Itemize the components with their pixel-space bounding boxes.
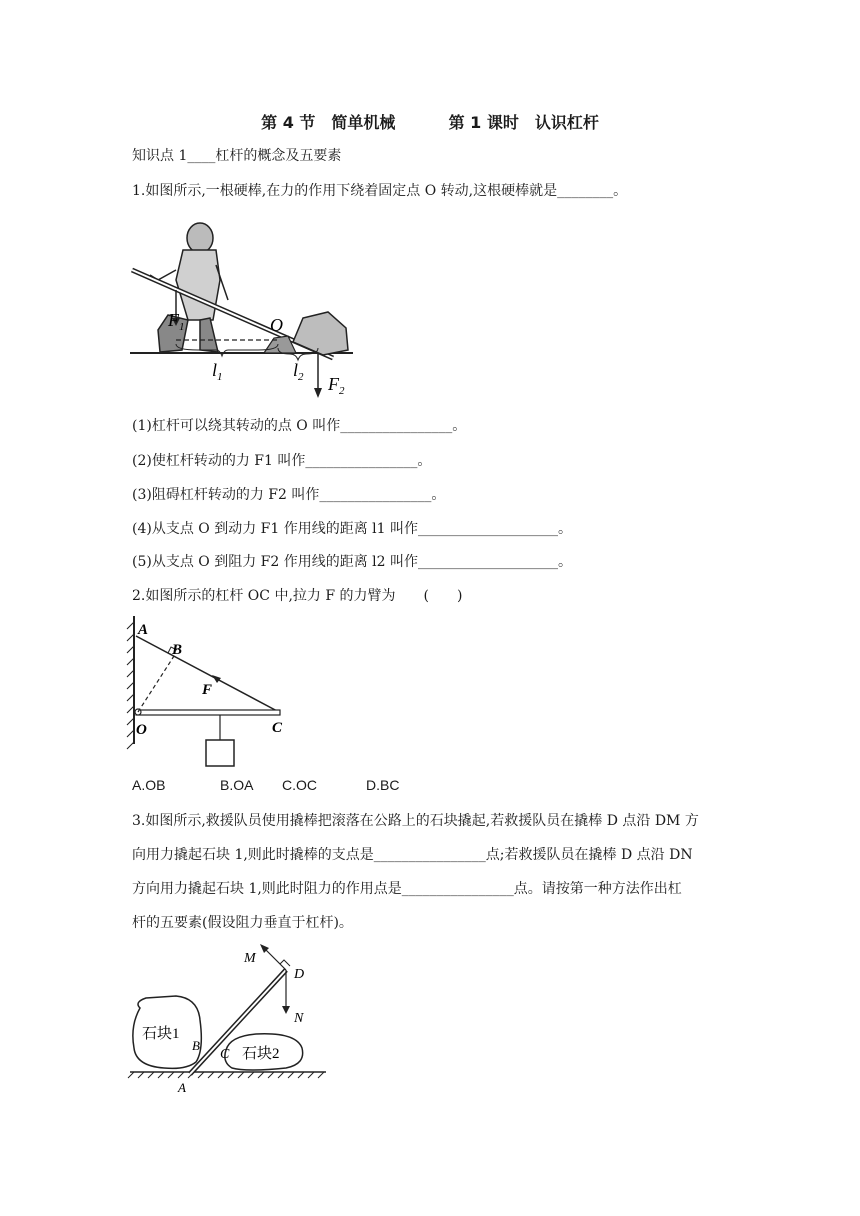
q1-sub-1: (1)杠杆可以绕其转动的点 O 叫作________________。: [132, 418, 467, 434]
section-title: 第 4 节 简单机械: [261, 113, 396, 132]
l1-label: $l_1$: [212, 360, 223, 383]
q2-option-d[interactable]: D.BC: [366, 777, 400, 793]
a-label-3: A: [178, 1080, 186, 1095]
q2-option-b[interactable]: B.OA: [220, 777, 254, 793]
c-label-3: C: [220, 1047, 230, 1062]
a-label: A: [138, 622, 149, 638]
q1-sub-5: (5)从支点 O 到阻力 F2 作用线的距离 l2 叫作____________________。: [132, 554, 573, 570]
q3-crowbar-figure: [126, 940, 336, 1095]
b-label: B: [172, 642, 183, 658]
b-label-3: B: [192, 1038, 200, 1053]
f1-label: $F_1$: [168, 310, 185, 333]
man-illustration: [150, 223, 228, 352]
q2-lever-figure: [124, 612, 304, 772]
q3-line-3: 方向用力撬起石块 1,则此时阻力的作用点是________________点。请按第一种方法作出杠: [132, 881, 682, 897]
q1-lever-figure: [128, 210, 368, 405]
m-label: M: [244, 951, 256, 966]
q3-line-2: 向用力撬起石块 1,则此时撬棒的支点是________________点;若救援队员在撬棒 D 点沿 DN: [132, 847, 693, 863]
page-title: [0, 110, 860, 133]
d-label: D: [294, 967, 305, 982]
f2-label: $F_2$: [328, 374, 345, 397]
q1-sub-3: (3)阻碍杠杆转动的力 F2 叫作________________。: [132, 487, 446, 503]
q2-option-a[interactable]: A.OB: [132, 777, 166, 793]
q1-sub-4: (4)从支点 O 到动力 F1 作用线的距离 l1 叫作____________________。: [132, 521, 573, 537]
f-label: F: [202, 682, 213, 698]
knowledge-point-heading: 知识点 1____杠杆的概念及五要素: [132, 148, 342, 164]
rock-1-label: 石块1: [142, 1026, 180, 1042]
o-label: O: [270, 315, 283, 335]
l2-label: $l_2$: [293, 360, 304, 383]
q3-line-1: 3.如图所示,救援队员使用撬棒把滚落在公路上的石块撬起,若救援队员在撬棒 D 点沿 DM 方: [132, 813, 699, 829]
c-label: C: [272, 720, 283, 736]
q1-stem: 1.如图所示,一根硬棒,在力的作用下绕着固定点 O 转动,这根硬棒就是________。: [132, 183, 628, 199]
q2-option-c[interactable]: C.OC: [282, 777, 317, 793]
q3-line-4: 杆的五要素(假设阻力垂直于杠杆)。: [132, 915, 353, 931]
q1-sub-2: (2)使杠杆转动的力 F1 叫作________________。: [132, 453, 432, 469]
n-label: N: [294, 1011, 304, 1026]
rock-2-label: 石块2: [242, 1046, 280, 1062]
rock-shape: [293, 312, 348, 355]
q2-stem: 2.如图所示的杠杆 OC 中,拉力 F 的力臂为 ( ): [132, 588, 463, 604]
lesson-title: 第 1 课时 认识杠杆: [448, 113, 599, 132]
o-label-2: O: [136, 722, 147, 738]
